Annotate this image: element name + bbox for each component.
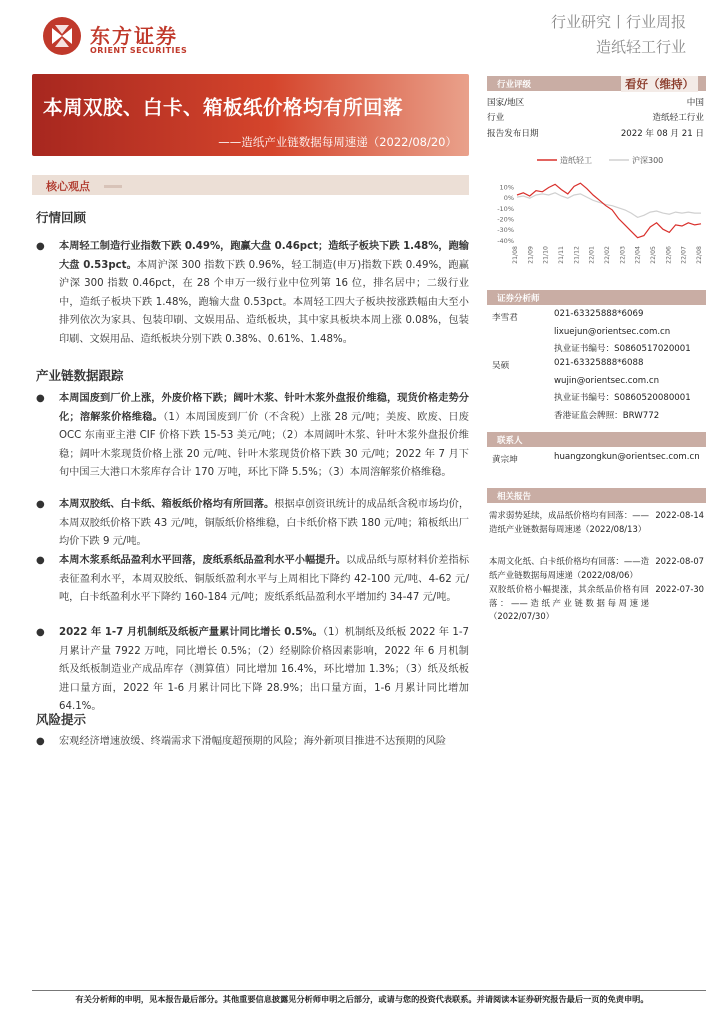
y-tick-label: -40% bbox=[497, 236, 514, 245]
x-tick-label: 22/01 bbox=[588, 246, 596, 264]
analyst-cert: 执业证书编号：S0860517020001 bbox=[554, 344, 691, 354]
legend-label: 沪深300 bbox=[632, 156, 664, 165]
company-logo bbox=[42, 16, 192, 60]
series-line bbox=[517, 183, 701, 238]
contact-header bbox=[487, 432, 706, 447]
bullet-text bbox=[59, 238, 469, 349]
x-tick-label: 22/02 bbox=[604, 246, 611, 264]
bullet-market-1 bbox=[36, 238, 469, 358]
y-tick-label: 0% bbox=[503, 194, 514, 203]
bullet-dot-icon: ● bbox=[36, 736, 45, 747]
analyst-info bbox=[554, 306, 691, 359]
info-value: 2022 年 08 月 21 日 bbox=[620, 129, 704, 139]
x-tick-label: 22/08 bbox=[696, 246, 703, 264]
analysts-header bbox=[487, 290, 706, 305]
related-title[interactable]: 双胶纸价格小幅提涨，其余纸品价格有回落：——造纸产业链数据每周速递（2022/07/30） bbox=[489, 584, 649, 621]
analyst-info bbox=[554, 355, 691, 425]
info-value: 造纸轻工行业 bbox=[652, 113, 704, 123]
analyst-name: 吴硕 bbox=[492, 361, 510, 371]
report-title: 本周双胶、白卡、箱板纸价格均有所回落 bbox=[43, 96, 404, 119]
bullet-bold: 本周国废到厂价上涨，外废价格下跌；阔叶木浆、针叶木浆外盘报价维稳，现货价格走势分化；溶解浆价格维稳。 bbox=[59, 393, 469, 423]
bullet-body: 本周沪深 300 指数下跌 0.96%，轻工制造(申万)指数下跌 0.49%，跑赢沪深 300 指数 0.46pct，在 28 个申万一级行业中位列第 16 位，排名居中；二级行业中，造纸子板块下跌 1.48%，跑输大盘 0.53pct。本周轻工四大子板块按涨跌幅由大至小排列依次为家具、包装印刷、文娱用品、造纸板块，其中家具板块本周上涨 0.08%，包装印刷、文娱用品、造纸板块分别下跌 0.38%、0.61%、1.48%。 bbox=[59, 259, 469, 345]
x-tick-label: 21/11 bbox=[558, 246, 565, 264]
bullet-chain-1 bbox=[36, 390, 469, 500]
logo-en-text: ORIENT SECURITIES bbox=[90, 46, 188, 55]
bullet-dot-icon: ● bbox=[36, 393, 45, 404]
header-category bbox=[551, 10, 686, 60]
related-label: 相关报告 bbox=[497, 492, 532, 502]
y-tick-label: 10% bbox=[499, 183, 514, 192]
section-title-chain: 产业链数据跟踪 bbox=[36, 368, 124, 383]
info-label: 行业 bbox=[487, 113, 505, 123]
bullet-chain-3 bbox=[36, 552, 469, 626]
contact-name: 黄宗坤 bbox=[492, 455, 518, 465]
related-date: 2022-07-30 bbox=[655, 584, 704, 594]
related-title[interactable]: 需求弱势延续，成品纸价格均有回落：——造纸产业链数据每周速递（2022/08/13） bbox=[489, 510, 649, 534]
bullet-text bbox=[59, 496, 469, 552]
bullet-body: （1）机制纸及纸板 2022 年 1-7 月累计产量 7922 万吨，同比增长 0.5%；（2）经剔除价格因素影响，2022 年 6 月机制纸及纸板制造业产成品库存（测算值）同比增加 16.4%，环比增加 1.3%；（3）纸及纸板进口量方面，2022 年 1-6 月累计同比下降 28.9%；出口量方面，1-6 月累计同比增加 64.1%。 bbox=[59, 627, 469, 712]
industry-name: 造纸轻工行业 bbox=[595, 38, 686, 56]
bullet-body: （1）本周国废到厂价（不含税）上涨 28 元/吨；美废、欧废、日废 OCC 东南亚主港 CIF 价格下跌 15-53 美元/吨；（2）本周阔叶木浆、针叶木浆外盘报价维稳；阔叶木浆现货价格上涨 20 元/吨、针叶木浆现货价格下跌 30 元/吨；2022 年 7 月下旬中国三大港口木浆库存合计 170 万吨，环比下降 5.5%；（3）本周溶解浆价格维稳。 bbox=[59, 411, 469, 478]
section-title-market: 行情回顾 bbox=[36, 210, 87, 225]
series-line bbox=[517, 193, 701, 218]
rating-header bbox=[487, 76, 706, 91]
analyst-cert: 执业证书编号：S0860520080001 bbox=[554, 393, 691, 403]
bullet-chain-4 bbox=[36, 624, 469, 712]
analyst-phone: 021-63325888*6088 bbox=[554, 358, 644, 368]
analyst-name: 李雪君 bbox=[492, 313, 518, 323]
core-view-bar bbox=[32, 175, 469, 195]
bullet-bold: 2022 年 1-7 月机制纸及纸板产量累计同比增长 0.5%。 bbox=[59, 627, 323, 638]
related-header bbox=[487, 488, 706, 503]
section-title-risk: 风险提示 bbox=[36, 712, 87, 727]
info-row-industry bbox=[487, 111, 706, 125]
y-tick-label: -10% bbox=[497, 204, 514, 213]
info-label: 国家/地区 bbox=[487, 98, 525, 108]
info-value: 中国 bbox=[686, 98, 704, 108]
x-tick-label: 21/12 bbox=[573, 246, 581, 264]
x-tick-label: 21/09 bbox=[527, 246, 535, 264]
x-tick-label: 22/05 bbox=[650, 246, 657, 264]
performance-chart bbox=[487, 150, 706, 282]
core-view-label: 核心观点 bbox=[46, 180, 90, 193]
bullet-bold: 本周轻工制造行业指数下跌 0.49%，跑赢大盘 0.46pct；造纸子板块下跌 1.48%，跑输大盘 0.53pct。 bbox=[59, 241, 469, 271]
legend-label: 造纸轻工 bbox=[560, 156, 592, 165]
rating-label: 行业评级 bbox=[497, 80, 532, 90]
bullet-text: 宏观经济增速放缓、终端需求下滑幅度超预期的风险；海外新项目推进不达预期的风险 bbox=[59, 736, 447, 747]
analysts-label: 证券分析师 bbox=[497, 294, 540, 304]
contact-label: 联系人 bbox=[497, 436, 523, 446]
x-tick-label: 22/04 bbox=[634, 246, 642, 264]
x-tick-label: 22/06 bbox=[665, 246, 673, 264]
contact-email[interactable]: huangzongkun@orientsec.com.cn bbox=[554, 452, 700, 462]
bullet-dot-icon: ● bbox=[36, 555, 45, 566]
bullet-bold: 本周双胶纸、白卡纸、箱板纸价格均有所回落。 bbox=[59, 499, 275, 510]
x-tick-label: 22/03 bbox=[619, 246, 627, 264]
bullet-dot-icon: ● bbox=[36, 499, 45, 510]
doc-type: 行业研究丨行业周报 bbox=[550, 13, 686, 31]
footer-disclaimer: 有关分析师的申明，见本报告最后部分。其他重要信息披露见分析师申明之后部分，或请与您的投资代表联系。并请阅读本证券研究报告最后一页的免责申明。 bbox=[75, 994, 649, 1004]
analyst-license: 香港证监会牌照：BRW772 bbox=[554, 410, 660, 421]
info-row-date bbox=[487, 127, 706, 141]
logo-cn-text: 东方证券 bbox=[90, 24, 178, 48]
analyst-phone: 021-63325888*6069 bbox=[554, 309, 644, 319]
bullet-dot-icon: ● bbox=[36, 627, 45, 638]
related-date: 2022-08-14 bbox=[655, 510, 704, 520]
bullet-bold: 本周木浆系纸品盈利水平回落，废纸系纸品盈利水平小幅提升。 bbox=[59, 555, 347, 566]
info-row-region bbox=[487, 96, 706, 110]
x-tick-label: 22/07 bbox=[680, 246, 688, 264]
bullet-body: 以成品纸与原材料价差指标表征盈利水平，本周双胶纸、铜版纸盈利水平与上周相比下降约 42-100 元/吨、4-62 元/吨，白卡纸盈利水平下降约 160-184 元/吨；废纸系纸品盈利水平增加约 34-47 元/吨。 bbox=[59, 555, 470, 603]
analyst-email[interactable]: lixuejun@orientsec.com.cn bbox=[554, 326, 671, 337]
related-title[interactable]: 本周文化纸、白卡纸价格均有回落：——造纸产业链数据每周速递（2022/08/06） bbox=[489, 556, 649, 580]
bullet-text bbox=[59, 624, 469, 717]
x-tick-label: 21/10 bbox=[542, 246, 550, 264]
analyst-email[interactable]: wujin@orientsec.com.cn bbox=[554, 375, 660, 386]
report-subtitle: ——造纸产业链数据每周速递（2022/08/20） bbox=[218, 135, 457, 149]
bullet-text bbox=[59, 552, 469, 608]
orient-logo-icon bbox=[42, 16, 82, 56]
x-tick-label: 21/08 bbox=[512, 246, 519, 264]
y-tick-label: -20% bbox=[497, 215, 514, 224]
bullet-body: 根据卓创资讯统计的成品纸含税市场均价，本周双胶纸价格下跌 43 元/吨，铜版纸价格维稳，白卡纸价格下跌 180 元/吨；箱板纸出厂均价下跌 9 元/吨。 bbox=[59, 499, 470, 547]
bullet-risk-1 bbox=[36, 733, 469, 771]
related-date: 2022-08-07 bbox=[655, 556, 704, 566]
footer-divider bbox=[32, 990, 706, 991]
title-banner bbox=[32, 74, 469, 156]
bullet-text bbox=[59, 390, 469, 483]
bullet-chain-2 bbox=[36, 496, 469, 552]
bullet-dot-icon: ● bbox=[36, 241, 45, 252]
rating-value: 看好（维持） bbox=[621, 76, 698, 92]
core-view-decoration bbox=[104, 185, 122, 188]
y-tick-label: -30% bbox=[497, 226, 514, 235]
info-label: 报告发布日期 bbox=[487, 129, 539, 139]
